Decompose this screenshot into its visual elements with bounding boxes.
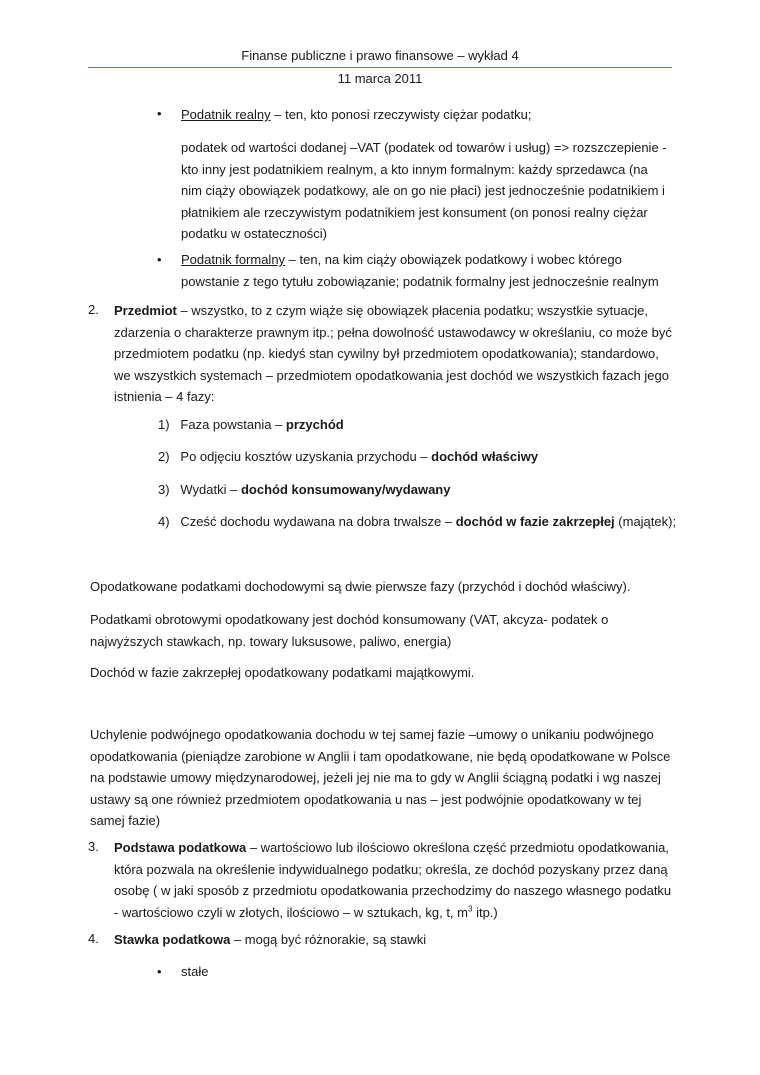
term-podatnik-realny: Podatnik realny [181,107,271,122]
bullet-icon: • [157,252,162,267]
paragraph-dochodowe: Opodatkowane podatkami dochodowymi są dwie pierwsze fazy (przychód i dochód właściwy). [90,579,631,594]
phase-item: 1) Faza powstania – przychód [158,417,344,432]
header-title: Finanse publiczne i prawo finansowe – wykład 4 [241,48,519,63]
term-podatnik-formalny: Podatnik formalny [181,252,286,267]
phase-item: 4) Cześć dochodu wydawana na dobra trwalsze – dochód w fazie zakrzepłej (majątek); [158,514,677,529]
header-rule [88,67,672,68]
header-date: 11 marca 2011 [337,71,423,86]
phase-item: 2) Po odjęciu kosztów uzyskania przychodu – dochód właściwy [158,449,539,464]
item-przedmiot: Przedmiot – wszystko, to z czym wiąże się obowiązek płacenia podatku; wszystkie sytuacje, zdarzenia o charakterze prawnym itp.; pełna dowolność ustawodawcy w określaniu, co może być przedmiotem podatku (np. kiedyś stan cywilny był przedmiotem opodatkowania); standardowo, we wszystkich systemach – przedmiotem opodatkowania jest dochód we wszystkich fazach jego istnienia – 4 fazy: [114,303,672,404]
bullet-podatnik-formalny: Podatnik formalny – ten, na kim ciąży obowiązek podatkowy i wobec którego powstanie z tego tytułu zobowiązanie; podatnik formalny jest jednocześnie realnym [181,252,659,289]
paragraph-majatkowe: Dochód w fazie zakrzepłej opodatkowany podatkami majątkowymi. [90,665,475,680]
bullet-icon: • [157,964,162,979]
term-podstawa-podatkowa: Podstawa podatkowa [114,840,247,855]
bullet-podatnik-realny: Podatnik realny – ten, kto ponosi rzeczywisty ciężar podatku; [181,107,532,122]
item-number: 3. [88,839,99,854]
item-stawka-podatkowa: Stawka podatkowa – mogą być różnorakie, są stawki [114,932,427,947]
item-number: 4. [88,931,99,946]
term-stawka-podatkowa: Stawka podatkowa [114,932,231,947]
paragraph-uchylenie: Uchylenie podwójnego opodatkowania dochodu w tej samej fazie –umowy o unikaniu podwójnego opodatkowania (pieniądze zarobione w Anglii i tam opodatkowane, nie będą opodatkowane w Polsce na podstawie umowy międzynarodowej, jeżeli jej nie ma to gdy w Anglii ściągną podatki i wg naszej ustawy są one również przedmiotem opodatkowania u nas – jest podwójnie opodatkowany w tej samej fazie) [90,727,671,828]
phase-item: 3) Wydatki – dochód konsumowany/wydawany [158,482,451,497]
paragraph-obrotowe: Podatkami obrotowymi opodatkowany jest dochód konsumowany (VAT, akcyza- podatek o najwyższych stawkach, np. towary luksusowe, paliwo, energia) [90,612,609,649]
term-przedmiot: Przedmiot [114,303,177,318]
bullet-stale: stałe [181,964,209,979]
item-podstawa-podatkowa: Podstawa podatkowa – wartościowo lub ilościowo określona część przedmiotu opodatkowania, która pozwala na określenie indywidualnego podatku; określa, ze dochód pozyskany przez daną osobę ( w jaki sposób z przedmiotu opodatkowania przechodzimy do naszego własnego podatku - wartościowo czyli w złotych, ilościowo – w sztukach, kg, t, $m^3$ itp.) [114,840,672,920]
vat-paragraph: podatek od wartości dodanej –VAT (podatek od towarów i usług) => rozszczepienie - kto inny jest podatnikiem realnym, a kto innym formalnym: każdy sprzedawca (na nim ciąży obowiązek podatkowy, ale on go nie płaci) jest jednocześnie podatnikiem i płatnikiem ale rzeczywistym podatnikiem jest konsument (on ponosi realny ciężar podatku w ostateczności) [181,140,667,241]
item-number: 2. [88,302,99,317]
bullet-icon: • [157,106,162,121]
